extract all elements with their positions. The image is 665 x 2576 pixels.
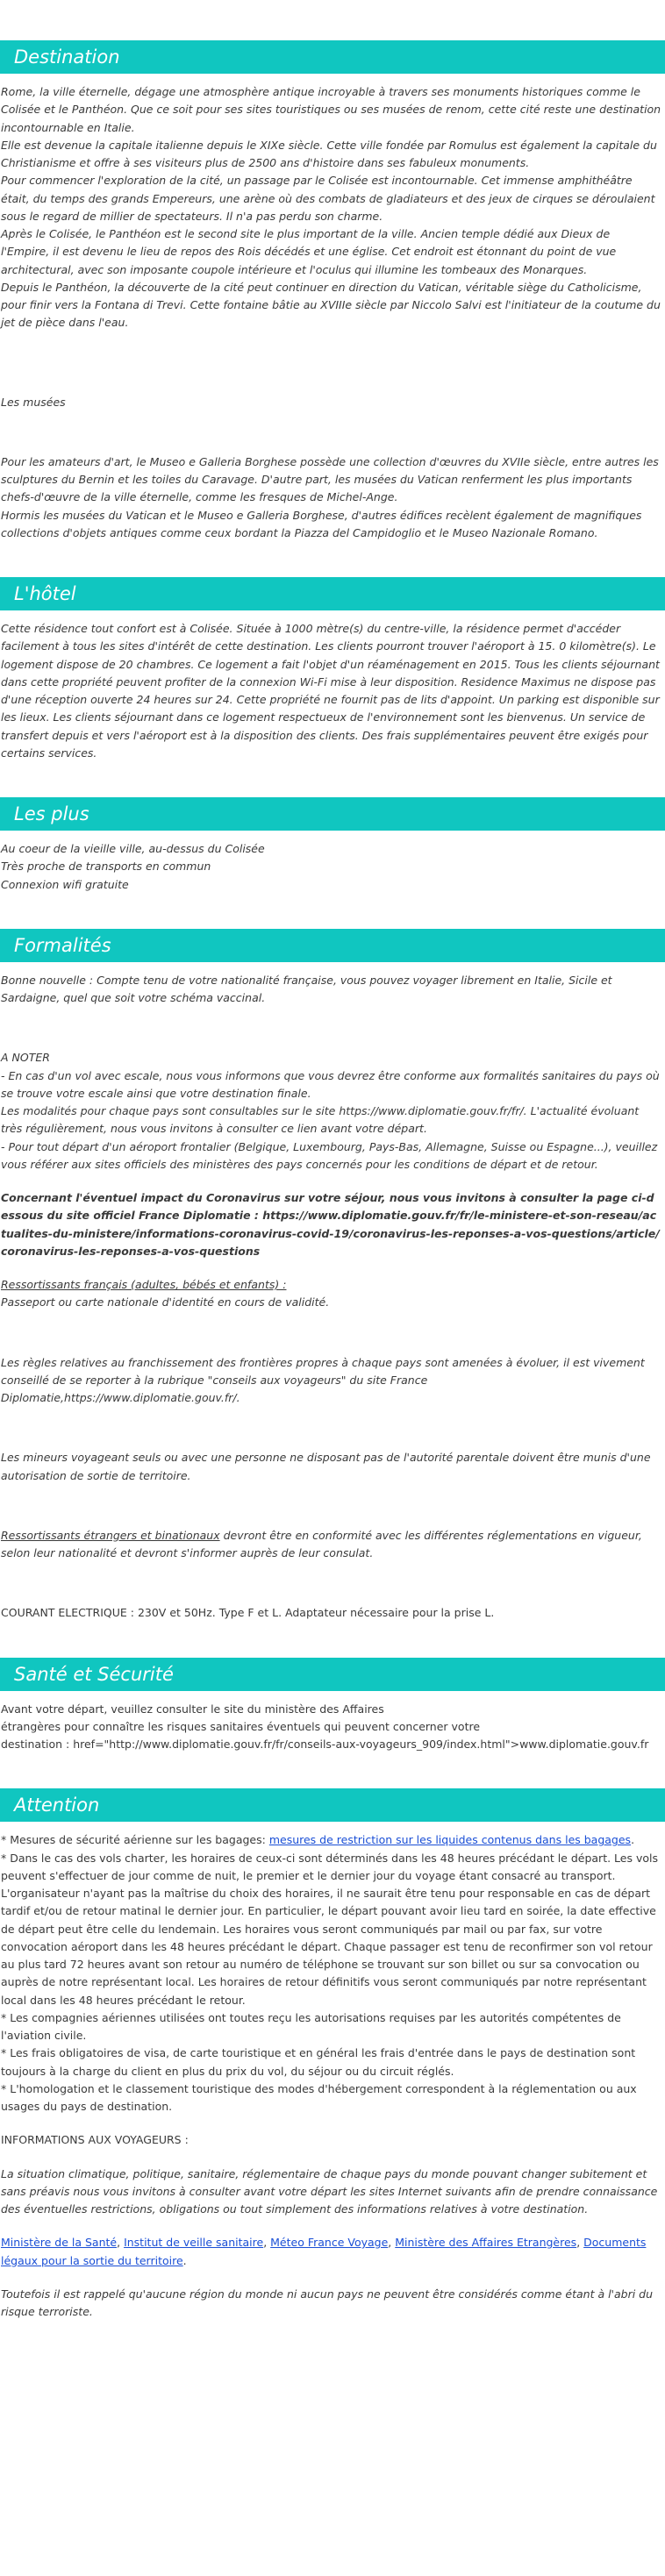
covid-notice: Concernant l'éventuel impact du Coronavirus sur votre séjour, nous vous invitons à consulter la page ci-dessous du site officiel France Diplomatie : https://www.diplomatie.gouv.fr/fr/le-ministere-et-son-reseau/actualites-du-ministere/informations-coronavirus-covid-19/coronavirus-les-reponses-a-vos-questions/article/coronavirus-les-reponses-a-vos-questions (1, 1191, 660, 1258)
section-title-attention: Attention (0, 1788, 665, 1822)
good-news-text: Bonne nouvelle : Compte tenu de votre nationalité française, vous pouvez voyager librement en Italie, Sicile et Sardaigne, quel que soit votre schéma vaccinal. (1, 973, 612, 1004)
link-documents-legaux[interactable]: Documents légaux pour la sortie du territoire (1, 2236, 647, 2267)
homologation-text: * L'homologation et le classement touristique des modes d'hébergement correspondent à la réglementation ou aux usages du pays de destination. (1, 2081, 637, 2113)
section-destination (0, 40, 665, 542)
border-rules-text: Les règles relatives au franchissement des frontières propres à chaque pays sont amenées à évoluer, il est vivement conseillé de se reporter à la rubrique "conseils aux voyageurs" du site France Diplomatie,https://www.diplomatie.gouv.fr/. (1, 1355, 645, 1404)
link-ministere-sante[interactable]: Ministère de la Santé (1, 2236, 118, 2250)
attention-body (0, 1831, 661, 2321)
travelers-info-text: La situation climatique, politique, sanitaire, réglementaire de chaque pays du monde pouvant changer subitement et sans préavis nous vous invitons à consulter avant votre départ les sites Internet suivants afin de prendre connaissance des éventuelles restrictions, obligations ou tout simplement des informations relatives à votre destination. (1, 2166, 658, 2216)
section-title-formalites: Formalités (0, 929, 665, 962)
french-nationals-text: Passeport ou carte nationale d'identité en cours de validité. (1, 1295, 330, 1309)
link-separator: , (117, 2236, 125, 2250)
useful-links (1, 2234, 661, 2270)
destination-paragraph: Hormis les musées du Vatican et le Museo e Galleria Borghese, d'autres édifices recèlent également de magnifiques collections d'objets antiques comme ceux bordant la Piazza del Campidoglio et le Museo Nazionale Romano. (1, 508, 642, 539)
sante-line: Avant votre départ, veuillez consulter le site du ministère des Affaires (1, 1702, 384, 1716)
link-veille-sanitaire[interactable]: Institut de veille sanitaire (124, 2236, 264, 2250)
travelers-info-heading: INFORMATIONS AUX VOYAGEURS : (1, 2133, 189, 2147)
list-item: Très proche de transports en commun (1, 860, 211, 874)
destination-paragraph: Depuis le Panthéon, la découverte de la cité peut continuer en direction du Vatican, véritable siège du Catholicisme, pour finir vers la Fontana di Trevi. Cette fontaine bâtie au XVIIIe siècle par Niccolo Salvi est l'initiateur de la coutume du jet de pièce dans l'eau. (1, 280, 661, 330)
section-formalites (0, 929, 665, 1623)
list-item: Connexion wifi gratuite (1, 877, 129, 891)
foreign-nationals-text (1, 1527, 661, 1563)
section-title-plus: Les plus (0, 797, 665, 831)
airlines-text: * Les compagnies aériennes utilisées ont toutes reçu les autorisations requises par les autorités compétentes de l'aviation civile. (1, 2010, 621, 2042)
sante-line: destination : href="http://www.diplomatie.gouv.fr/fr/conseils-aux-voyageurs_909/index.html">www.diplomatie.gouv.fr (1, 1738, 649, 1751)
list-item: Au coeur de la vieille ville, au-dessus du Colisée (1, 842, 265, 855)
museums-heading: Les musées (1, 395, 66, 409)
note-text: - En cas d'un vol avec escale, nous vous informons que vous devrez être conforme aux formalités sanitaires du pays où se trouve votre escale ainsi que votre destination finale. (1, 1068, 660, 1100)
section-title-destination: Destination (0, 40, 665, 74)
minors-text: Les mineurs voyageant seuls ou avec une personne ne disposant pas de l'autorité parentale doivent être munis d'une autorisation de sortie de territoire. (1, 1451, 651, 1482)
terrorism-warning: Toutefois il est rappelé qu'aucune région du monde ni aucun pays ne peuvent être considérés comme étant à l'abri du risque terroriste. (1, 2287, 654, 2318)
note-heading: A NOTER (1, 1051, 50, 1065)
liquid-restrictions-link[interactable]: mesures de restriction sur les liquides contenus dans les bagages (268, 1833, 632, 1847)
destination-paragraph: Pour commencer l'exploration de la cité, un passage par le Colisée est incontournable. Cet immense amphithéâtre était, du temps des grands Empereurs, une arène où des combats de gladiateurs et des jeux de cirques se déroulaient sous le regard de millier de spectateurs. Il n'a pas perdu son charme. (1, 174, 655, 223)
section-title-sante: Santé et Sécurité (0, 1658, 665, 1691)
link-separator: , (576, 2236, 584, 2250)
formalites-body (0, 972, 661, 1623)
destination-body (0, 83, 661, 542)
punctuation: . (182, 2253, 187, 2267)
sante-body (0, 1701, 661, 1754)
destination-paragraph: Rome, la ville éternelle, dégage une atmosphère antique incroyable à travers ses monuments historiques comme le Colisée et le Panthéon. Que ce soit pour ses sites touristiques ou ses musées de renom, cette cité reste une destination incontournable en Italie. (1, 85, 661, 134)
link-meteo-france[interactable]: Méteo France Voyage (270, 2236, 389, 2250)
baggage-security-label: * Mesures de sécurité aérienne sur les bagages: (1, 1833, 269, 1847)
link-separator: , (388, 2236, 396, 2250)
destination-paragraph: Après le Colisée, le Panthéon est le second site le plus important de la ville. Ancien temple dédié aux Dieux de l'Empire, il est devenu le lieu de repos des Rois décédés et une église. Cet endroit est étonnant du point de vue architectural, avec son imposante coupole intérieure et l'oculus qui illumine les tombeaux des Monarques. (1, 227, 617, 276)
sante-line: étrangères pour connaître les risques sanitaires éventuels qui peuvent concerner votre (1, 1719, 481, 1733)
visa-fees-text: * Les frais obligatoires de visa, de carte touristique et en général les frais d'entrée dans le pays de destination sont toujours à la charge du client en plus du prix du vol, du séjour ou du circuit réglés. (1, 2046, 636, 2078)
note-text: Les modalités pour chaque pays sont consultables sur le site https://www.diplomatie.gouv.fr/fr/. L'actualité évoluant très régulièrement, nous vous invitons à consulter ce lien avant votre départ. (1, 1104, 640, 1136)
plus-list (0, 840, 661, 894)
punctuation: . (631, 1833, 635, 1847)
link-separator: , (263, 2236, 271, 2250)
section-title-hotel: L'hôtel (0, 577, 665, 610)
destination-paragraph: Elle est devenue la capitale italienne depuis le XIXe siècle. Cette ville fondée par Romulus est également la capitale du Christianisme et offre à ses visiteurs plus de 2500 ans d'histoire dans ses fabuleux monuments. (1, 138, 657, 169)
note-text: - Pour tout départ d'un aéroport frontalier (Belgique, Luxembourg, Pays-Bas, Allemagne, Suisse ou Espagne...), veuillez vous référer aux sites officiels des ministères des pays concernés pour les conditions de départ et de retour. (1, 1139, 658, 1171)
hotel-description: Cette résidence tout confort est à Colisée. Située à 1000 mètre(s) du centre-ville, la résidence permet d'accéder facilement à tous les sites d'intérêt de cette destination. Les clients pourront trouver l'aéroport à 15. 0 kilomètre(s). Le logement dispose de 20 chambres. Ce logement a fait l'objet d'un réaménagement en 2015. Tous les clients séjournant dans cette propriété peuvent profiter de la connexion Wi-Fi mise à leur disposition. Residence Maximus ne dispose pas d'une réception ouverte 24 heures sur 24. Cette propriété ne fournit pas de lits d'appoint. Un parking est disponible sur les lieux. Les clients séjournant dans ce logement respectueux de l'environnement sont les bienvenus. Un service de transfert depuis et vers l'aéroport est à la disposition des clients. Des frais supplémentaires peuvent être exigés pour certains services. (1, 622, 660, 760)
french-nationals-heading: Ressortissants français (adultes, bébés et enfants) : (1, 1278, 287, 1291)
section-sante (0, 1658, 665, 1754)
foreign-nationals-heading: Ressortissants étrangers et binationaux (1, 1528, 220, 1542)
electric-info: COURANT ELECTRIQUE : 230V et 50Hz. Type F et L. Adaptateur nécessaire pour la prise L. (1, 1606, 495, 1620)
destination-paragraph: Pour les amateurs d'art, le Museo e Galleria Borghese possède une collection d'œuvres du XVIIe siècle, entre autres les sculptures du Bernin et les toiles du Caravage. D'autre part, les musées du Vatican renferment les plus importants chefs-d'œuvre de la ville éternelle, comme les fresques de Michel-Ange. (1, 454, 659, 504)
section-plus (0, 797, 665, 894)
baggage-security-text (1, 1831, 661, 1849)
foreign-nationals-detail: devront être en conformité avec les différentes réglementations en vigueur, selon leur nationalité et devront s'informer auprès de leur consulat. (1, 1528, 642, 1559)
section-attention (0, 1788, 665, 2321)
section-hotel (0, 577, 665, 762)
charter-flights-text: * Dans le cas des vols charter, les horaires de ceux-ci sont déterminés dans les 48 heures précédant le départ. Les vols peuvent s'effectuer de jour comme de nuit, le premier et le dernier jour du voyage étant consacré au transport. L'organisateur n'ayant pas la maîtrise du choix des horaires, il ne saurait être tenu pour responsable en cas de départ tardif et/ou de retour matinal le dernier jour. En particulier, le départ pouvant avoir lieu tard en soirée, la date effective de départ peut être celle du lendemain. Les horaires vous seront communiqués par mail ou par fax, sur votre convocation aéroport dans les 48 heures précédant le départ. Chaque passager est tenu de reconfirmer son vol retour au plus tard 72 heures avant son retour au numéro de téléphone se trouvant sur son billet ou sur sa convocation ou auprès de notre représentant local. Les horaires de retour définitifs vous seront communiqués par notre représentant local dans les 48 heures précédant le retour. (1, 1851, 658, 2007)
hotel-body (0, 620, 661, 762)
link-affaires-etrangeres[interactable]: Ministère des Affaires Etrangères (395, 2236, 577, 2250)
